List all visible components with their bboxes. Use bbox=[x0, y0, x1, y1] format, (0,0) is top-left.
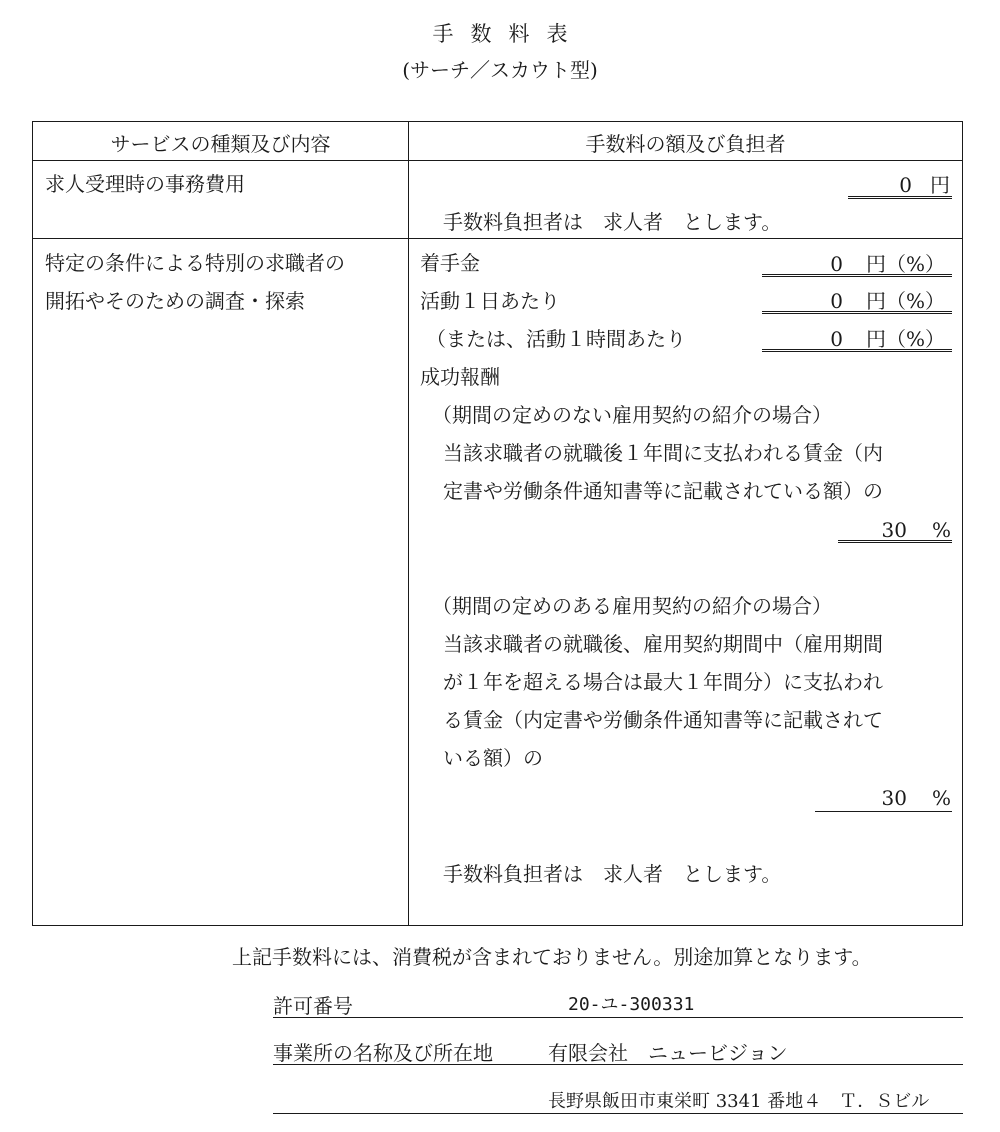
daily-label: 活動１日あたり bbox=[420, 289, 560, 313]
success-fee-label: 成功報酬 bbox=[420, 365, 500, 389]
header-fee: 手数料の額及び負担者 bbox=[585, 132, 786, 156]
title-char: 手 bbox=[432, 22, 471, 46]
indefinite-line2: 定書や労働条件通知書等に記載されている額）の bbox=[443, 479, 883, 503]
office-label: 事業所の名称及び所在地 bbox=[273, 1041, 493, 1065]
title-char: 料 bbox=[508, 22, 547, 46]
page-subtitle: (サーチ／スカウト型) bbox=[402, 58, 598, 82]
hourly-underline bbox=[762, 328, 952, 352]
license-number: 20-ユ-300331 bbox=[568, 994, 695, 1015]
row2-service-line1: 特定の条件による特別の求職者の bbox=[45, 251, 345, 275]
fee-table bbox=[32, 121, 963, 926]
daily-amount: 0 bbox=[830, 289, 843, 313]
fixed-line3: る賃金（内定書や労働条件通知書等に記載されて bbox=[443, 708, 883, 732]
retainer-label: 着手金 bbox=[420, 251, 480, 275]
address-underline bbox=[273, 1113, 963, 1114]
retainer-amount: 0 bbox=[830, 252, 843, 276]
indefinite-unit: % bbox=[932, 518, 952, 542]
fixed-rate-underline bbox=[815, 811, 952, 812]
indefinite-rate: 30 bbox=[881, 518, 907, 542]
row2-service-line2: 開拓やそのための調査・探索 bbox=[45, 289, 305, 313]
indefinite-heading: （期間の定めのない雇用契約の紹介の場合） bbox=[432, 403, 832, 427]
daily-unit: 円（%） bbox=[866, 289, 946, 313]
header-service: サービスの種類及び内容 bbox=[110, 132, 331, 156]
title-char: 数 bbox=[470, 22, 509, 46]
fixed-line4: いる額）の bbox=[443, 746, 543, 770]
row1-payer: 手数料負担者は 求人者 とします。 bbox=[443, 210, 782, 234]
title-char: 表 bbox=[546, 22, 585, 46]
license-underline bbox=[273, 1017, 963, 1018]
hourly-amount: 0 bbox=[830, 327, 843, 351]
license-label: 許可番号 bbox=[273, 994, 353, 1018]
office-underline bbox=[273, 1064, 963, 1065]
row2-payer: 手数料負担者は 求人者 とします。 bbox=[443, 862, 782, 886]
row1-service: 求人受理時の事務費用 bbox=[45, 172, 245, 196]
row1-amount: 0 bbox=[899, 173, 912, 197]
fixed-line2: が１年を超える場合は最大１年間分）に支払われ bbox=[443, 670, 883, 694]
fixed-heading: （期間の定めのある雇用契約の紹介の場合） bbox=[432, 594, 832, 618]
retainer-unit: 円（%） bbox=[866, 252, 946, 276]
row1-amount-underline bbox=[848, 175, 952, 199]
fixed-unit: % bbox=[932, 786, 952, 810]
retainer-underline bbox=[762, 253, 952, 277]
daily-underline bbox=[762, 290, 952, 314]
fixed-rate: 30 bbox=[881, 786, 907, 810]
hourly-unit: 円（%） bbox=[866, 327, 946, 351]
fixed-line1: 当該求職者の就職後、雇用契約期間中（雇用期間 bbox=[443, 632, 883, 656]
row-divider bbox=[33, 238, 962, 239]
hourly-label: （または、活動１時間あたり bbox=[426, 327, 686, 351]
header-divider bbox=[33, 160, 962, 161]
row1-unit: 円 bbox=[930, 173, 950, 197]
company-name: 有限会社 ニュービジョン bbox=[548, 1041, 788, 1065]
indefinite-line1: 当該求職者の就職後１年間に支払われる賃金（内 bbox=[443, 441, 883, 465]
office-address: 長野県飯田市東栄町 3341 番地４ Ｔ．Ｓビル bbox=[548, 1091, 930, 1112]
tax-note: 上記手数料には、消費税が含まれておりません。別途加算となります。 bbox=[232, 945, 872, 969]
indefinite-rate-underline bbox=[838, 519, 952, 543]
page-title bbox=[0, 24, 1000, 45]
column-divider bbox=[408, 122, 409, 925]
